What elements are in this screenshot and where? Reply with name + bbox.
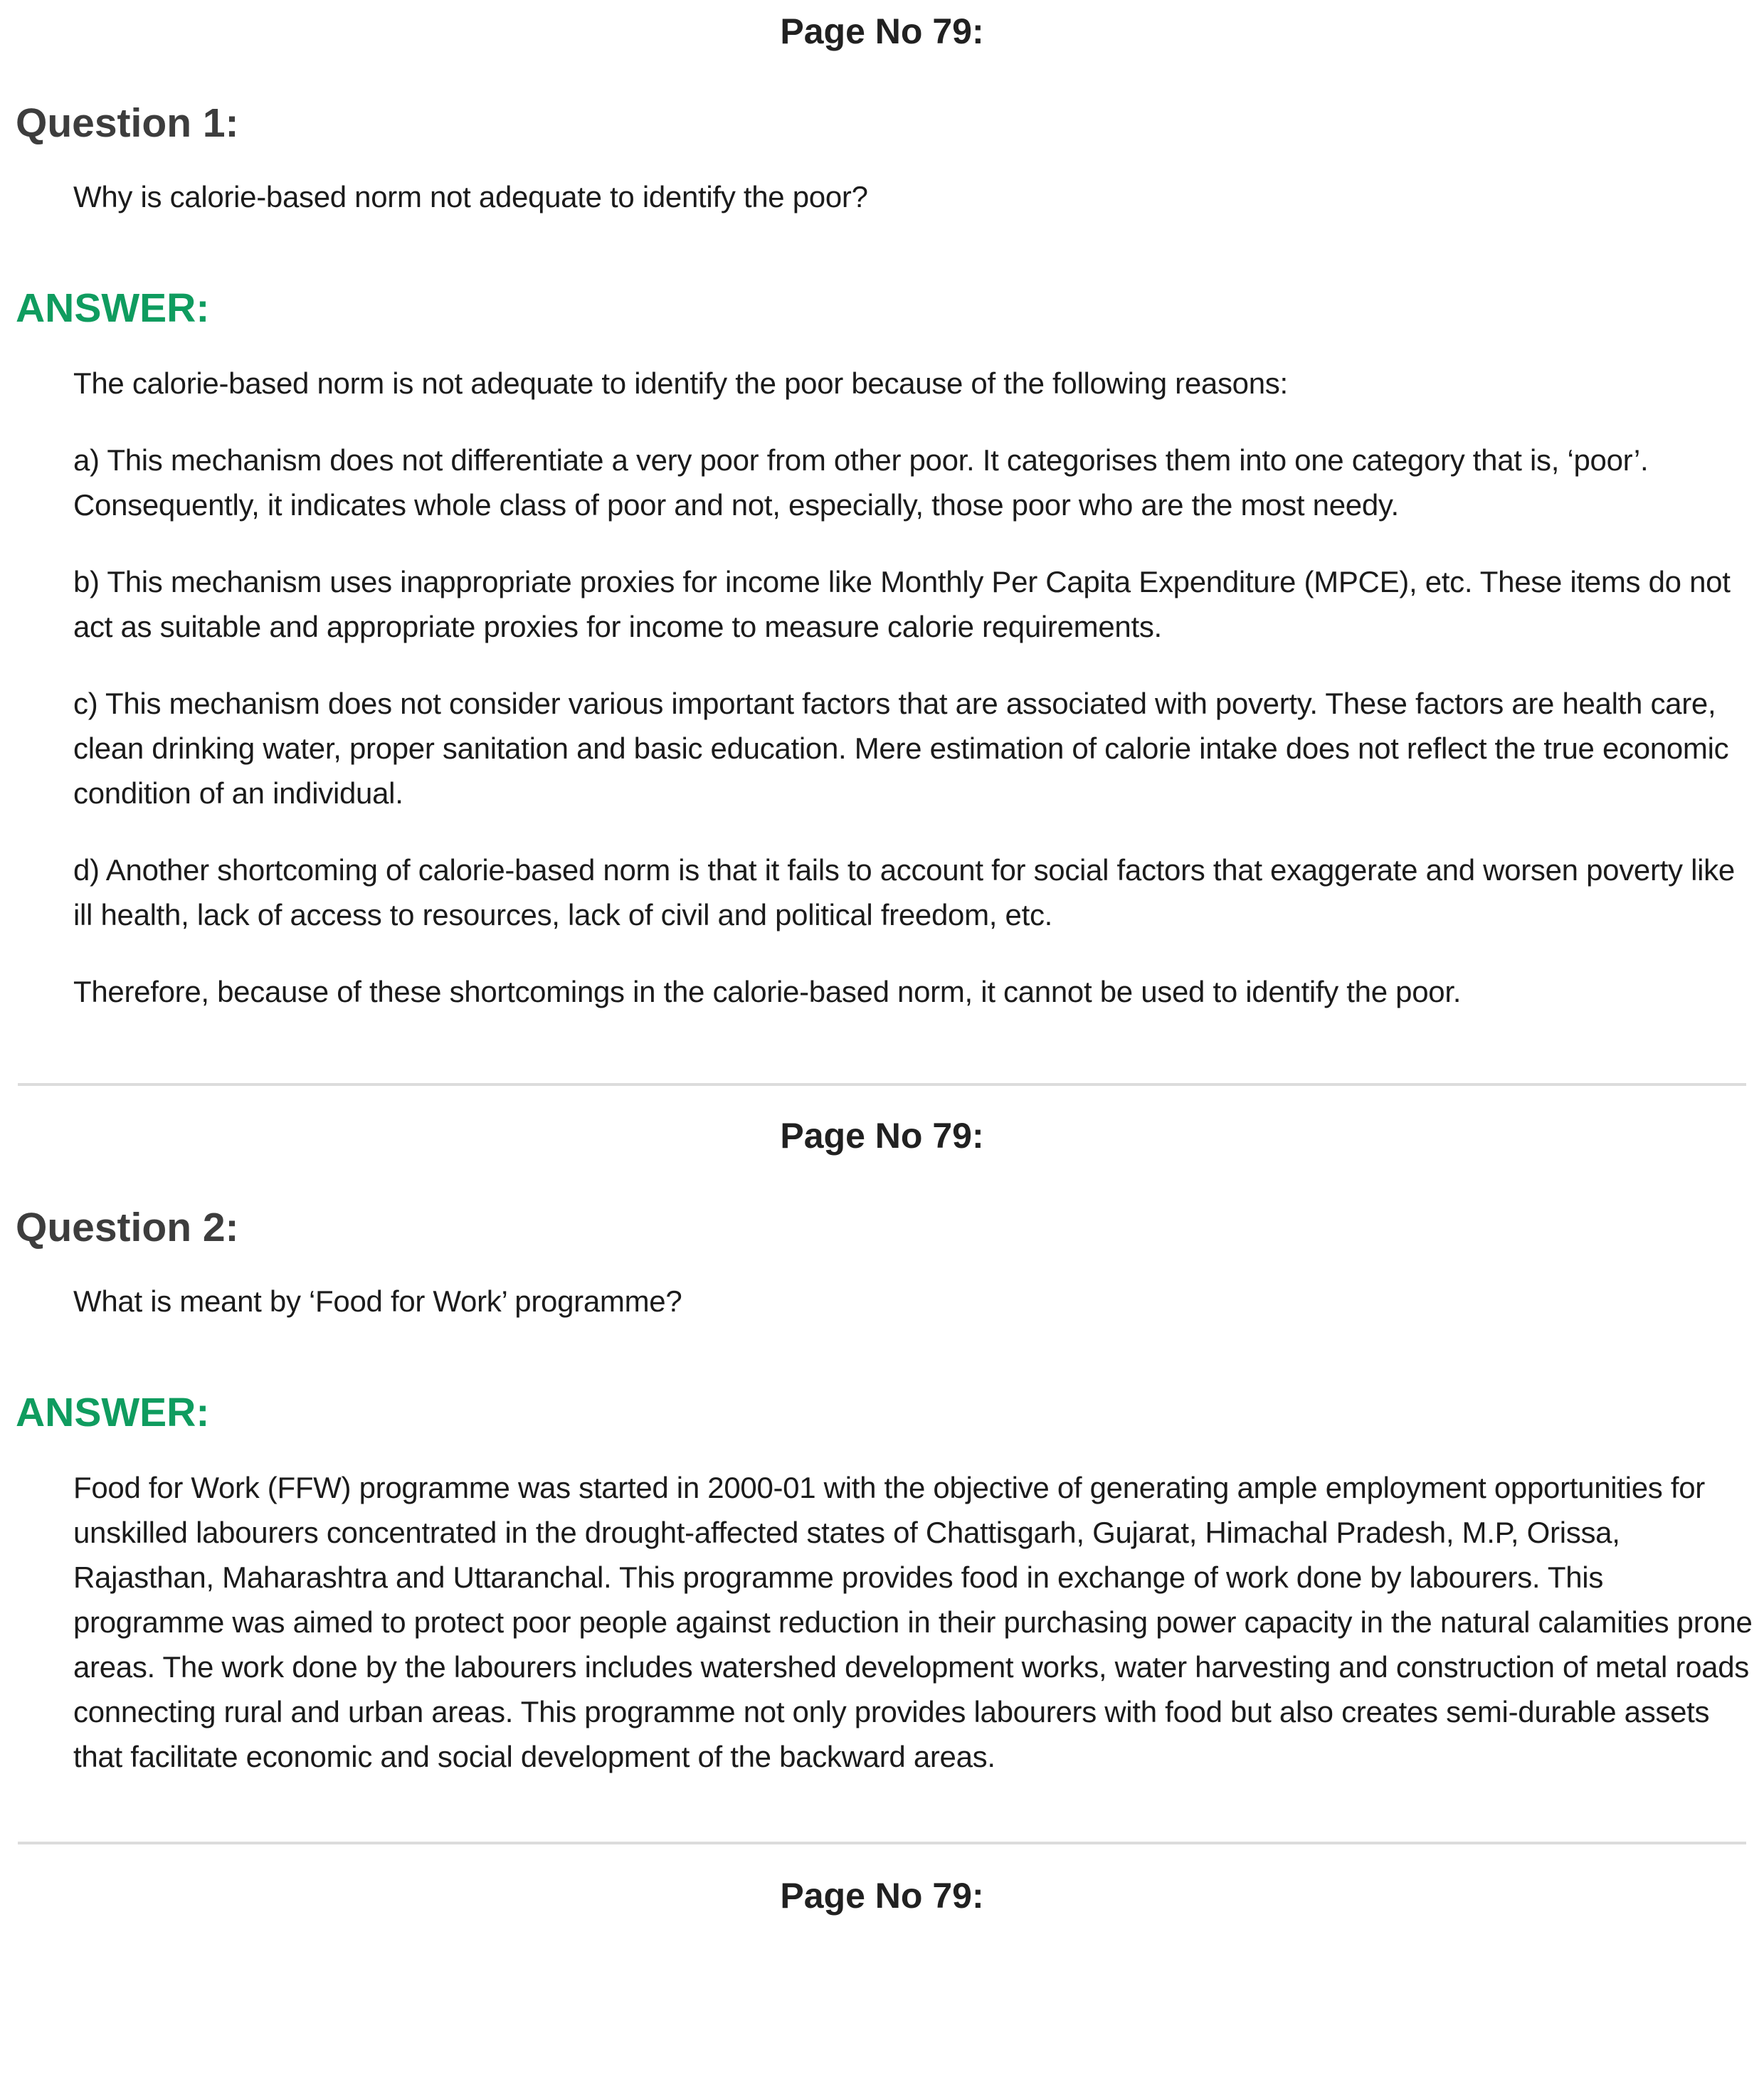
answer-paragraph: The calorie-based norm is not adequate to identify the poor because of the following reasons: [73, 366, 1288, 400]
answer-1-body [0, 361, 1764, 1014]
answer-2-label: ANSWER: [16, 1390, 210, 1435]
answer-2-body [0, 1465, 1764, 1779]
answer-paragraph: Food for Work (FFW) programme was started in 2000-01 with the objective of generating ample employment opportunities for unskilled labourers concentrated in the drought-affected states of Chattisgarh, Gujarat, Himachal Pradesh, M.P, Orissa, Rajasthan, Maharashtra and Uttaranchal. This programme provides food in exchange of work done by labourers. This programme was aimed to protect poor people against reduction in their purchasing power capacity in the natural calamities prone areas. The work done by the labourers includes watershed development works, water harvesting and construction of metal roads connecting rural and urban areas. This programme not only provides labourers with food but also creates semi-durable assets that facilitate economic and social development of the backward areas. [73, 1471, 1753, 1773]
page-number-heading: Page No 79: [780, 1876, 984, 1916]
section-divider [18, 1083, 1746, 1086]
answer-paragraph: d) Another shortcoming of calorie-based norm is that it fails to account for social factors that exaggerate and worsen poverty like ill health, lack of access to resources, lack of civil and political freedom, etc. [73, 853, 1735, 931]
answer-paragraph: a) This mechanism does not differentiate a very poor from other poor. It categorises them into one category that is, ‘poor’. Consequently, it indicates whole class of poor and not, especially, those poor who are the most needy. [73, 443, 1649, 522]
question-1-text: Why is calorie-based norm not adequate to identify the poor? [73, 180, 868, 213]
section-divider [18, 1842, 1746, 1844]
answer-paragraph: c) This mechanism does not consider various important factors that are associated with poverty. These factors are health care, clean drinking water, proper sanitation and basic education. Mere estimation of calorie intake does not reflect the true economic condition of an individual. [73, 687, 1729, 810]
question-2-label: Question 2: [16, 1205, 239, 1250]
question-1-label: Question 1: [16, 100, 239, 146]
question-2-text: What is meant by ‘Food for Work’ programme? [73, 1284, 682, 1318]
page-number-heading: Page No 79: [780, 1116, 984, 1156]
answer-paragraph: Therefore, because of these shortcomings in the calorie-based norm, it cannot be used to identify the poor. [73, 975, 1462, 1008]
answer-1-label: ANSWER: [16, 285, 210, 331]
answer-paragraph: b) This mechanism uses inappropriate proxies for income like Monthly Per Capita Expenditure (MPCE), etc. These items do not act as suitable and appropriate proxies for income to measure calorie requirements. [73, 565, 1731, 643]
page-number-heading: Page No 79: [780, 11, 984, 51]
